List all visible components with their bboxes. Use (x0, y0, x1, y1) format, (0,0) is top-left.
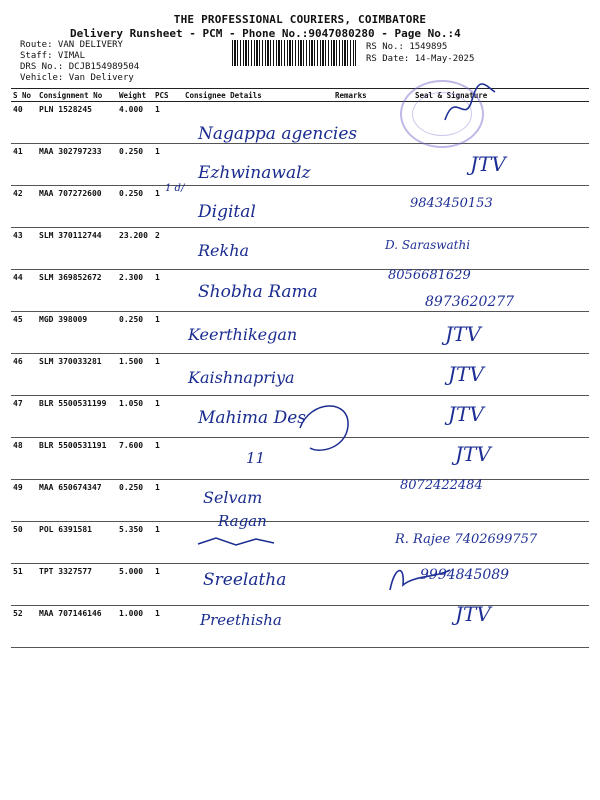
route-label: Route: VAN DELIVERY (20, 40, 123, 50)
cell-consignment: MAA 707146146 (37, 606, 117, 648)
handwritten-name: Nagappa agencies (198, 124, 358, 144)
signature-phone: 9843450153 (410, 196, 493, 211)
table-row (11, 354, 589, 396)
cell-consignment: MAA 707272600 (37, 186, 117, 228)
cell-remarks (333, 354, 391, 396)
col-sno: S No (11, 89, 37, 102)
cell-remarks (333, 606, 391, 648)
cell-consignment: BLR 5500531191 (37, 438, 117, 480)
cell-pcs: 1 (153, 312, 183, 354)
cell-consignment: PLN 1528245 (37, 102, 117, 144)
handwritten-name: Rekha (198, 241, 250, 260)
cell-sno: 40 (11, 102, 37, 144)
cell-weight: 0.250 (117, 480, 153, 522)
scribble-signature-top (440, 80, 500, 130)
table-row (11, 606, 589, 648)
handwritten-name: Ezhwinawalz (198, 163, 311, 183)
col-pcs: PCS (153, 89, 183, 102)
cell-sno: 48 (11, 438, 37, 480)
handwritten-name: Selvam (203, 488, 263, 507)
staff-label: Staff: VIMAL (20, 51, 86, 61)
cell-sno: 43 (11, 228, 37, 270)
cell-consignment: SLM 369852672 (37, 270, 117, 312)
cell-sno: 47 (11, 396, 37, 438)
signature: JTV (455, 442, 491, 466)
handwritten-name: Sreelatha (203, 570, 287, 590)
scribble-signature (385, 560, 455, 600)
col-weight: Weight (117, 89, 153, 102)
cell-pcs: 1 (153, 438, 183, 480)
cell-remarks (333, 228, 391, 270)
col-seal: Seal & Signature (391, 89, 589, 102)
cell-pcs: 1 (153, 186, 183, 228)
cell-seal (391, 396, 589, 438)
cell-remarks (333, 522, 391, 564)
signature: JTV (455, 602, 491, 626)
cell-remarks (333, 564, 391, 606)
cell-sno: 45 (11, 312, 37, 354)
cell-pcs: 1 (153, 354, 183, 396)
cell-weight: 0.250 (117, 144, 153, 186)
cell-weight: 5.350 (117, 522, 153, 564)
cell-consignment: SLM 370033281 (37, 354, 117, 396)
cell-weight: 7.600 (117, 438, 153, 480)
cell-sno: 49 (11, 480, 37, 522)
cell-pcs: 1 (153, 564, 183, 606)
cell-remarks (333, 186, 391, 228)
handwritten-name: Shobha Rama (198, 282, 318, 302)
drs-label: DRS No.: DCJB154989504 (20, 62, 140, 72)
cell-pcs: 1 (153, 270, 183, 312)
cell-weight: 1.050 (117, 396, 153, 438)
vehicle-label: Vehicle: Van Delivery (20, 73, 134, 83)
table-row (11, 228, 589, 270)
cell-remarks (333, 480, 391, 522)
handwritten-name: Kaishnapriya (188, 368, 295, 387)
cell-weight: 4.000 (117, 102, 153, 144)
cell-consignment: SLM 370112744 (37, 228, 117, 270)
signature-phone: 9994845089 (420, 567, 510, 583)
cell-pcs: 1 (153, 606, 183, 648)
cell-weight: 1.000 (117, 606, 153, 648)
cell-consignment: BLR 5500531199 (37, 396, 117, 438)
rs-date: RS Date: 14-May-2025 (366, 54, 475, 64)
cell-sno: 46 (11, 354, 37, 396)
cell-consignment: MAA 302797233 (37, 144, 117, 186)
cell-weight: 2.300 (117, 270, 153, 312)
handwritten-name: Preethisha (200, 611, 282, 629)
cell-pcs: 1 (153, 480, 183, 522)
cell-weight: 1.500 (117, 354, 153, 396)
cell-pcs: 1 (153, 396, 183, 438)
handwritten-name: Keerthikegan (188, 325, 298, 344)
cell-seal (391, 354, 589, 396)
cell-consignment: POL 6391581 (37, 522, 117, 564)
signature: D. Saraswathi (385, 238, 471, 252)
signature-phone: 8072422484 (400, 478, 483, 493)
table-row (11, 312, 589, 354)
cell-consignment: TPT 3327577 (37, 564, 117, 606)
signature: JTV (470, 152, 506, 176)
cell-sno: 50 (11, 522, 37, 564)
scribble-strike (196, 534, 276, 550)
cell-seal (391, 312, 589, 354)
signature-phone: 8056681629 (388, 268, 471, 283)
signature: JTV (445, 322, 481, 346)
scribble-circle (290, 398, 360, 458)
col-consignment: Consignment No (37, 89, 117, 102)
cell-remarks (333, 312, 391, 354)
runsheet-subtitle: Delivery Runsheet - PCM - Phone No.:9047080280 - Page No.:4 (70, 27, 461, 40)
pcs-mark: 1 d/ (165, 183, 185, 194)
cell-remarks (333, 144, 391, 186)
cell-sno: 44 (11, 270, 37, 312)
cell-sno: 42 (11, 186, 37, 228)
signature-phone: R. Rajee 7402699757 (395, 532, 538, 547)
cell-sno: 52 (11, 606, 37, 648)
col-remarks: Remarks (333, 89, 391, 102)
cell-pcs: 1 (153, 144, 183, 186)
signature: JTV (448, 362, 484, 386)
cell-consignment: MAA 650674347 (37, 480, 117, 522)
table-header-row (11, 89, 589, 102)
barcode (232, 40, 356, 66)
handwritten-mark: 11 (246, 449, 266, 467)
table-row (11, 480, 589, 522)
cell-weight: 23.200 (117, 228, 153, 270)
signature-phone: 8973620277 (425, 294, 515, 310)
cell-pcs: 1 (153, 102, 183, 144)
cell-consignment: MGD 398009 (37, 312, 117, 354)
cell-pcs: 1 (153, 522, 183, 564)
cell-sno: 51 (11, 564, 37, 606)
handwritten-name: Ragan (218, 512, 267, 530)
company-title: THE PROFESSIONAL COURIERS, COIMBATORE (173, 13, 427, 26)
cell-weight: 5.000 (117, 564, 153, 606)
table-row (11, 186, 589, 228)
col-consignee: Consignee Details (183, 89, 333, 102)
cell-remarks (333, 270, 391, 312)
cell-weight: 0.250 (117, 186, 153, 228)
cell-weight: 0.250 (117, 312, 153, 354)
handwritten-name: Mahima Des (198, 408, 307, 428)
rs-number: RS No.: 1549895 (366, 42, 448, 52)
cell-sno: 41 (11, 144, 37, 186)
handwritten-name: Digital (198, 202, 256, 222)
cell-pcs: 2 (153, 228, 183, 270)
signature: JTV (448, 402, 484, 426)
